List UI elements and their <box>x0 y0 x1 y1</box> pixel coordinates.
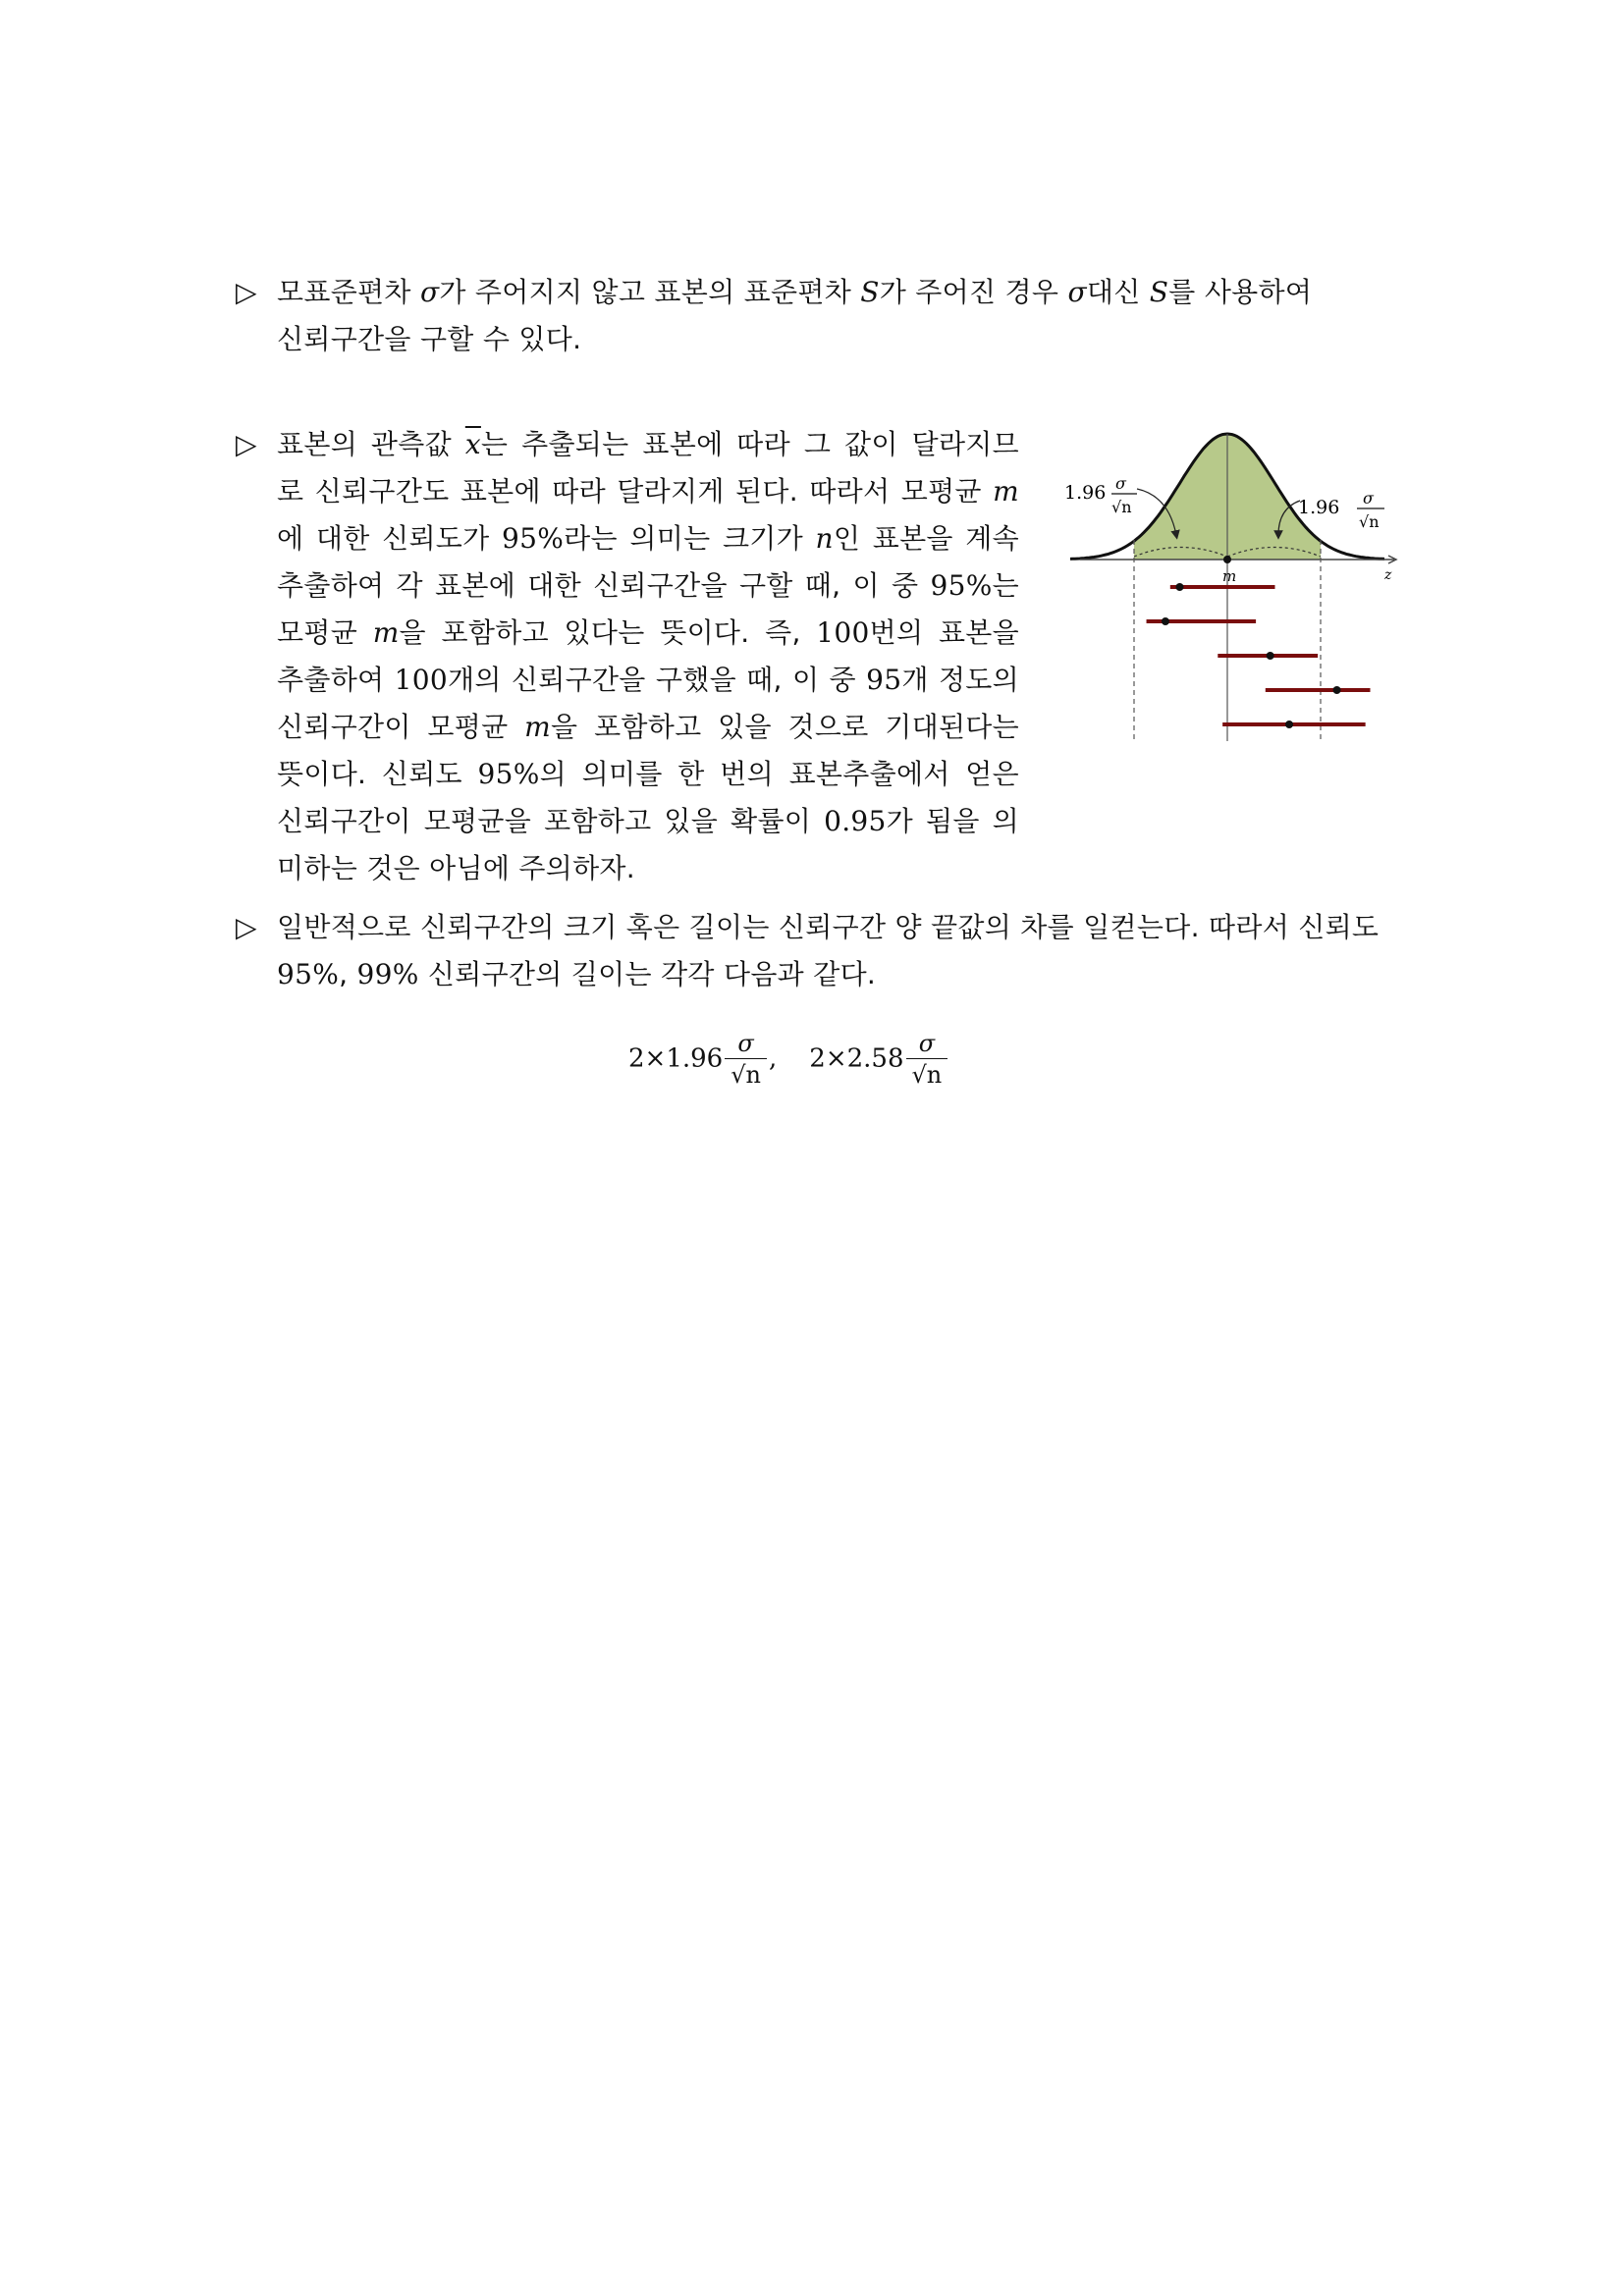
paragraph-1 <box>277 269 1396 363</box>
axis-label-z: z <box>1384 567 1392 583</box>
confidence-interval-figure <box>1060 422 1404 746</box>
paragraph-1-line-2: 신뢰구간을 구할 수 있다. <box>277 323 582 355</box>
sample-mean-point <box>1176 583 1184 591</box>
paragraph-2-line: 모평균 m을 포함하고 있다는 뜻이다. 즉, 100번의 표본을 <box>277 616 1019 649</box>
paragraph-3 <box>277 904 1396 998</box>
paragraph-2-line: 신뢰구간이 모평균 m을 포함하고 있을 것으로 기대된다는 <box>277 711 1020 743</box>
sample-mean-point <box>1285 721 1293 728</box>
formula-right-fraction: $\frac{\sigma}{√n}$ <box>906 1029 948 1091</box>
right-label-denominator: √n <box>1359 512 1380 531</box>
sample-mean-point <box>1162 617 1169 625</box>
paragraph-2-line: 신뢰구간이 모평균을 포함하고 있을 확률이 0.95가 됨을 의 <box>277 805 1019 837</box>
left-label-denominator: √n <box>1111 498 1132 516</box>
paragraph-1-line-1: 모표준편차 σ가 주어지지 않고 표본의 표준편차 S가 주어진 경우 σ대신 S를 사용하여 <box>277 276 1313 308</box>
left-label-coef: 1.96 <box>1064 482 1107 504</box>
bullet-triangle-icon: ▷ <box>236 276 257 308</box>
paragraph-2-line: 추출하여 각 표본에 대한 신뢰구간을 구할 때, 이 중 95%는 <box>277 569 1019 602</box>
bullet-triangle-icon: ▷ <box>236 428 257 460</box>
paragraph-2-line: 표본의 관측값 $\overline{x}$는 추출되는 표본에 따라 그 값이 달라지므 <box>277 428 1019 460</box>
paragraph-3-line-1: 일반적으로 신뢰구간의 크기 혹은 길이는 신뢰구간 양 끝값의 차를 일컫는다. 따라서 신뢰도 <box>277 911 1380 943</box>
center-label-m: m <box>1222 567 1237 585</box>
paragraph-2 <box>277 421 1019 892</box>
paragraph-2-line: 로 신뢰구간도 표본에 따라 달라지게 된다. 따라서 모평균 m <box>277 475 1019 507</box>
formula-left-fraction: $\frac{\sigma}{√n}$ <box>725 1029 767 1091</box>
paragraph-2-line: 에 대한 신뢰도가 95%라는 의미는 크기가 n인 표본을 계속 <box>277 522 1019 555</box>
formula-left-coef: 2×1.96 <box>628 1043 724 1074</box>
mean-point <box>1223 556 1231 563</box>
paragraph-2-line: 미하는 것은 아님에 주의하자. <box>277 852 635 884</box>
formula-separator: , <box>768 1043 778 1074</box>
confidence-intervals <box>1147 583 1371 728</box>
right-label-coef: 1.96 <box>1298 497 1340 518</box>
interval-length-formula <box>628 1029 1001 1107</box>
sample-mean-point <box>1333 686 1341 694</box>
formula-right-coef: 2×2.58 <box>809 1043 904 1074</box>
paragraph-3-line-2: 95%, 99% 신뢰구간의 길이는 각각 다음과 같다. <box>277 958 877 990</box>
paragraph-2-line: 추출하여 100개의 신뢰구간을 구했을 때, 이 중 95개 정도의 <box>277 664 1020 696</box>
right-label-numerator: σ <box>1363 489 1374 507</box>
left-label-numerator: σ <box>1115 474 1126 493</box>
bullet-triangle-icon: ▷ <box>236 911 257 943</box>
paragraph-2-line: 뜻이다. 신뢰도 95%의 의미를 한 번의 표본추출에서 얻은 <box>277 758 1019 790</box>
sample-mean-point <box>1267 652 1274 660</box>
